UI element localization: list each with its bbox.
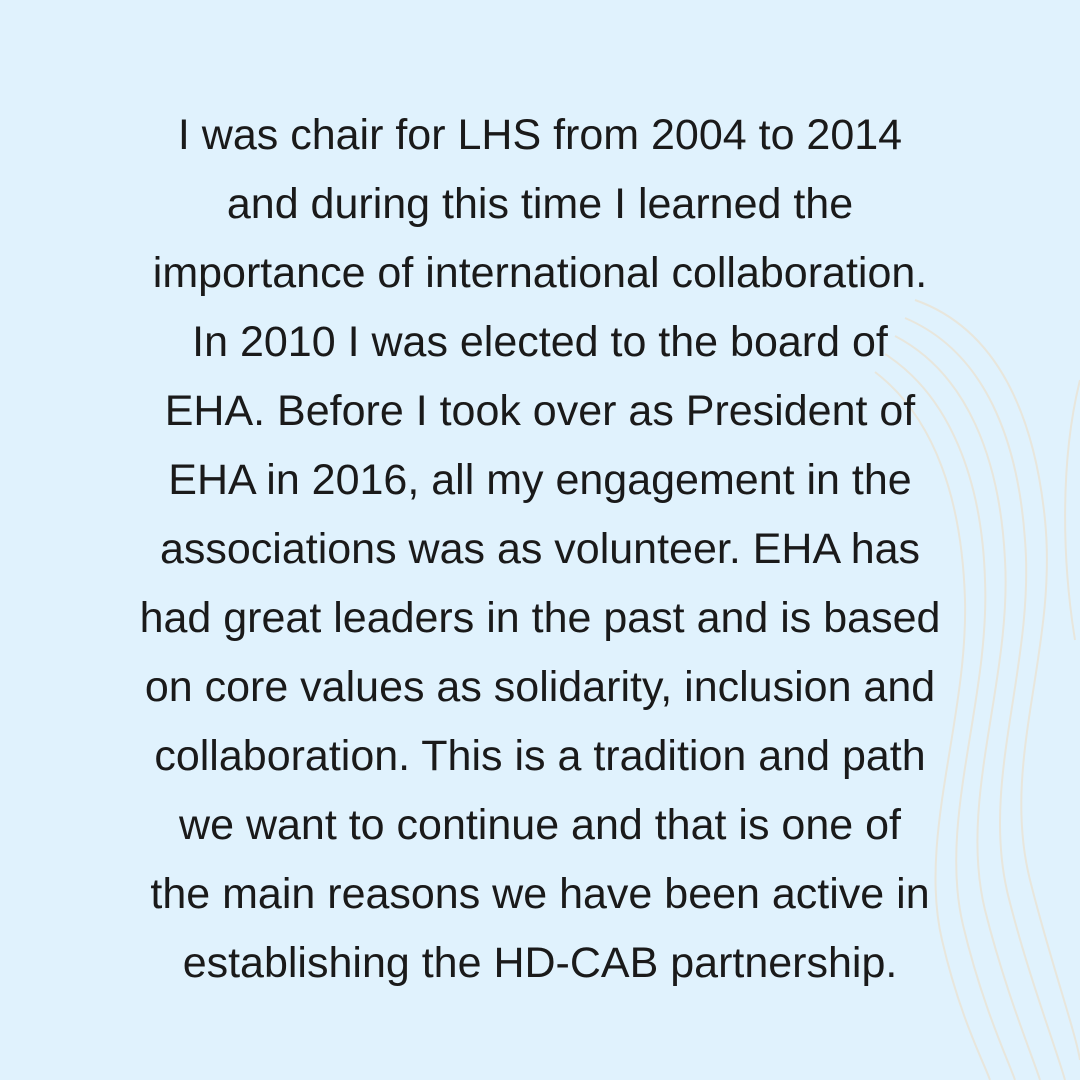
quote-line: on core values as solidarity, inclusion and — [144, 663, 936, 711]
quote-line: importance of international collaboration. — [152, 249, 928, 297]
quote-line: I was chair for LHS from 2004 to 2014 — [177, 111, 903, 159]
quote-line: EHA. Before I took over as President of — [164, 387, 916, 435]
quote-line: collaboration. This is a tradition and path — [154, 732, 926, 780]
quote-line: we want to continue and that is one of — [179, 801, 901, 849]
quote-line: the main reasons we have been active in — [150, 870, 930, 918]
quote-line: had great leaders in the past and is based — [139, 594, 941, 642]
quote-line: In 2010 I was elected to the board of — [192, 318, 888, 366]
quote-text — [40, 101, 1040, 998]
quote-line: establishing the HD-CAB partnership. — [182, 939, 898, 987]
quote-line: associations was as volunteer. EHA has — [159, 525, 921, 573]
wave-line — [1065, 380, 1080, 640]
quote-line: and during this time I learned the — [226, 180, 854, 228]
quote-line: EHA in 2016, all my engagement in the — [168, 456, 912, 504]
